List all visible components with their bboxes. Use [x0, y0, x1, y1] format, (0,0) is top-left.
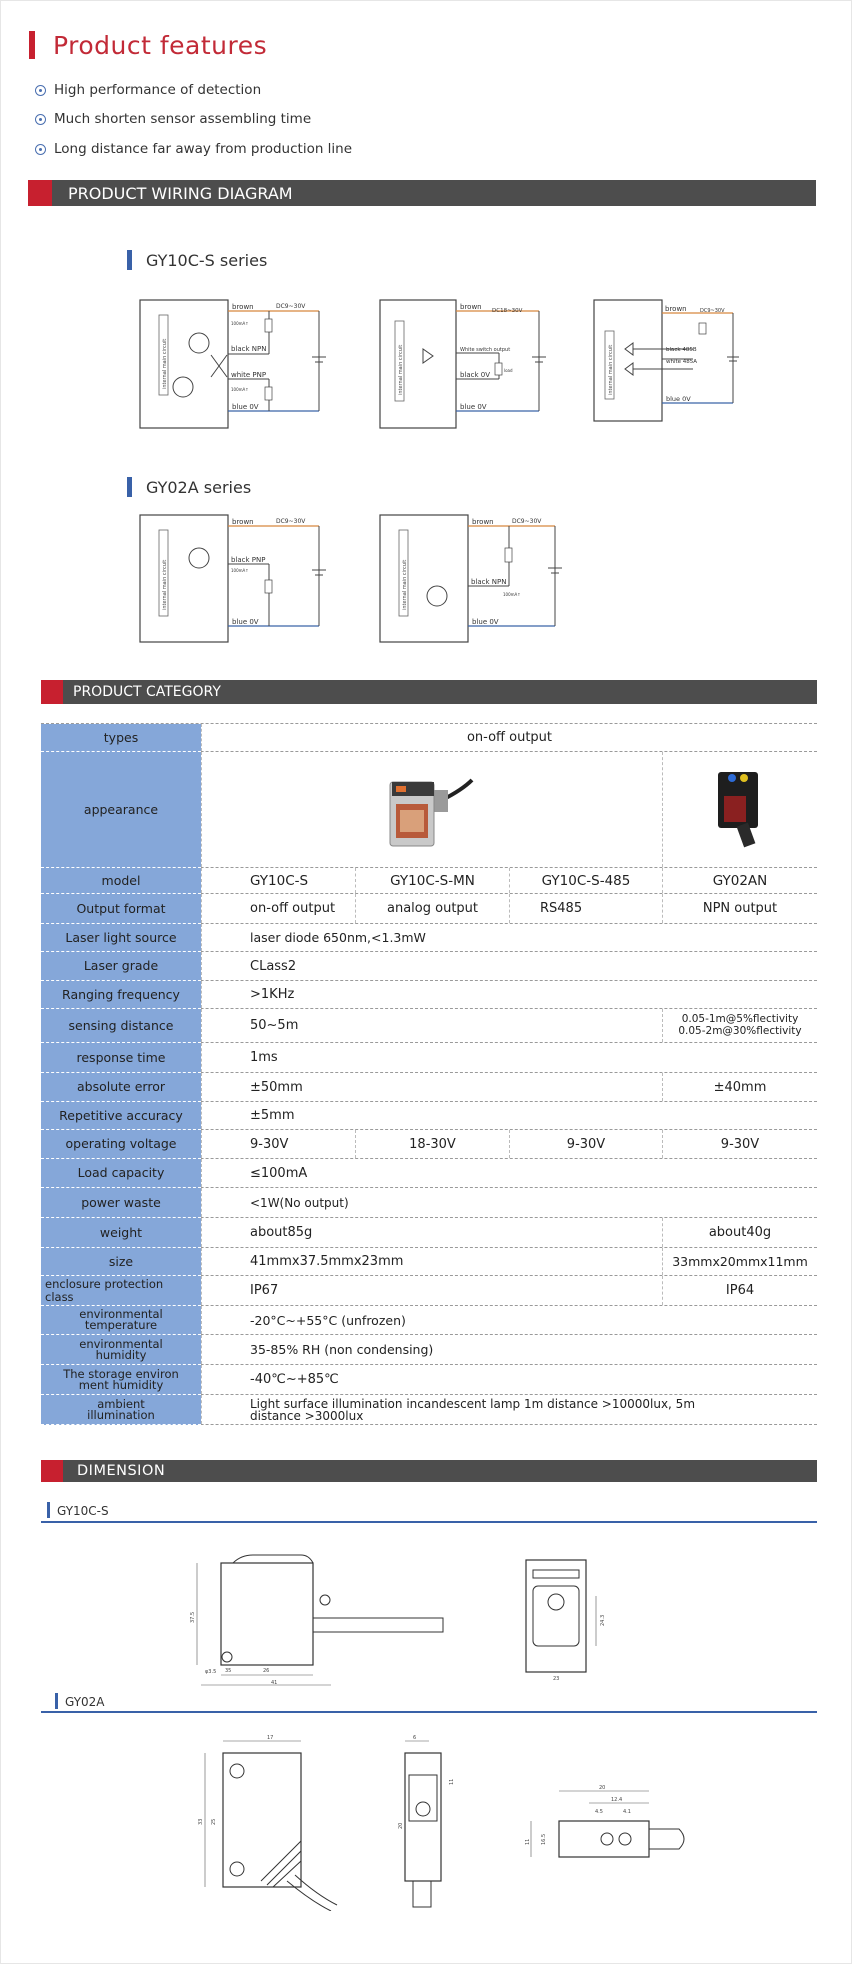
table-row: The storage environ ment humidity -40℃~+85℃ [41, 1365, 817, 1395]
gy10c-s-dimension-label: GY10C-S [57, 1504, 109, 1518]
svg-text:20: 20 [398, 1822, 404, 1829]
table-row: environmental temperature -20°C~+55°C (unfrozen) [41, 1306, 817, 1335]
svg-text:brown: brown [232, 303, 254, 311]
table-row: operating voltage 9-30V 18-30V 9-30V 9-30V [41, 1130, 817, 1159]
svg-text:17: 17 [267, 1735, 274, 1741]
clock-icon [35, 144, 46, 155]
gy02a-dimension-label: GY02A [65, 1695, 105, 1709]
title-accent-bar [29, 31, 35, 59]
svg-text:internal main circuit: internal main circuit [162, 559, 168, 610]
svg-text:internal main circuit: internal main circuit [162, 338, 168, 389]
svg-text:37.5: 37.5 [190, 1611, 196, 1623]
svg-text:blue 0V: blue 0V [666, 395, 691, 403]
table-row: Load capacity ≤100mA [41, 1159, 817, 1188]
gy10c-sensor-picture [382, 760, 482, 860]
wiring-diagram-gy10c-s [139, 299, 339, 431]
table-row: model GY10C-S GY10C-S-MN GY10C-S-485 GY02AN [41, 868, 817, 894]
svg-text:blue 0V: blue 0V [460, 403, 487, 411]
table-row: enclosure protection class IP67 IP64 [41, 1276, 817, 1306]
svg-text:brown: brown [665, 305, 687, 313]
svg-text:DC9~30V: DC9~30V [700, 308, 725, 314]
svg-text:33: 33 [198, 1818, 204, 1825]
svg-text:20: 20 [599, 1785, 606, 1791]
svg-text:35: 35 [225, 1668, 232, 1674]
svg-text:φ3.5: φ3.5 [205, 1669, 217, 1675]
table-row: power waste <1W(No output) [41, 1188, 817, 1218]
svg-text:100mA↑: 100mA↑ [231, 568, 249, 573]
table-row: absolute error ±50mm ±40mm [41, 1073, 817, 1102]
svg-text:blue 0V: blue 0V [232, 403, 259, 411]
table-row: environmental humidity 35-85% RH (non condensing) [41, 1335, 817, 1365]
svg-text:41: 41 [271, 1680, 278, 1686]
svg-text:100mA↑: 100mA↑ [231, 387, 249, 392]
table-row: weight about85g about40g [41, 1218, 817, 1248]
svg-text:internal main circuit: internal main circuit [398, 344, 404, 395]
clock-icon [35, 114, 46, 125]
svg-text:load: load [504, 368, 513, 373]
svg-text:24.3: 24.3 [600, 1614, 606, 1626]
svg-text:11: 11 [525, 1838, 531, 1845]
svg-text:white PNP: white PNP [231, 371, 267, 379]
svg-text:DC9~30V: DC9~30V [512, 518, 542, 525]
svg-text:black 0V: black 0V [460, 371, 491, 379]
svg-text:DC9~30V: DC9~30V [276, 518, 306, 525]
table-row: response time 1ms [41, 1043, 817, 1073]
table-row: types on-off output [41, 723, 817, 752]
table-row: size 41mmx37.5mmx23mm 33mmx20mmx11mm [41, 1248, 817, 1276]
svg-text:blue 0V: blue 0V [472, 618, 499, 626]
svg-text:6: 6 [413, 1735, 417, 1741]
svg-text:internal main circuit: internal main circuit [402, 559, 408, 610]
table-row: Repetitive accuracy ±5mm [41, 1102, 817, 1130]
svg-text:brown: brown [232, 518, 254, 526]
wiring-diagram-gy02a-pnp [139, 514, 329, 644]
feature-item: Much shorten sensor assembling time [35, 111, 311, 127]
svg-text:black NPN: black NPN [471, 578, 507, 586]
svg-text:100mA↑: 100mA↑ [231, 321, 249, 326]
gy02a-front-drawing [393, 1731, 473, 1911]
product-category-header: PRODUCT CATEGORY [41, 680, 817, 704]
table-row: appearance [41, 752, 817, 868]
svg-text:23: 23 [553, 1676, 560, 1682]
svg-text:DC18~30V: DC18~30V [492, 308, 523, 314]
svg-text:internal main circuit: internal main circuit [608, 344, 614, 395]
svg-text:blue 0V: blue 0V [232, 618, 259, 626]
gy10c-series-heading: GY10C-S series [127, 250, 267, 270]
svg-text:100mA↑: 100mA↑ [503, 592, 521, 597]
dimension-header: DIMENSION [41, 1460, 817, 1482]
svg-text:16.5: 16.5 [541, 1833, 547, 1845]
divider [41, 1521, 817, 1523]
svg-text:brown: brown [472, 518, 494, 526]
wiring-diagram-gy02a-npn [379, 514, 563, 644]
svg-text:12.4: 12.4 [611, 1797, 623, 1803]
svg-text:DC9~30V: DC9~30V [276, 303, 306, 310]
product-features-title: Product features [53, 31, 268, 60]
svg-text:11: 11 [449, 1778, 455, 1785]
svg-text:black 485B: black 485B [666, 347, 697, 353]
table-row: ambient illumination Light surface illumination incandescent lamp 1m distance >10000lux, 5m distance >3000lux [41, 1395, 817, 1425]
gy10c-s-side-drawing [181, 1551, 471, 1691]
table-row: sensing distance 50~5m 0.05-1m@5%flectivity 0.05-2m@30%flectivity [41, 1009, 817, 1043]
svg-text:white 485A: white 485A [666, 359, 698, 365]
svg-text:26: 26 [263, 1668, 270, 1674]
table-row: Output format on-off output analog output RS485 NPN output [41, 894, 817, 924]
svg-text:25: 25 [211, 1818, 217, 1825]
table-row: Ranging frequency >1KHz [41, 981, 817, 1009]
feature-item: High performance of detection [35, 82, 261, 98]
gy10c-s-front-drawing [521, 1556, 611, 1686]
svg-text:4.5: 4.5 [595, 1809, 603, 1815]
gy02an-product-image [662, 752, 817, 867]
clock-icon [35, 85, 46, 96]
svg-text:black PNP: black PNP [231, 556, 266, 564]
table-row: Laser grade CLass2 [41, 952, 817, 981]
gy02a-top-drawing [519, 1781, 709, 1881]
svg-text:brown: brown [460, 303, 482, 311]
spec-table [41, 723, 817, 1425]
wiring-diagram-gy10c-s-mn [379, 299, 547, 431]
svg-text:4.1: 4.1 [623, 1809, 631, 1815]
gy10c-product-image [201, 752, 662, 867]
table-row: Laser light source laser diode 650nm,<1.3mW [41, 924, 817, 952]
svg-text:White switch output: White switch output [460, 347, 511, 353]
gy02an-sensor-picture [700, 760, 780, 860]
feature-item: Long distance far away from production line [35, 141, 352, 157]
divider [41, 1711, 817, 1713]
wiring-diagram-gy10c-s-485 [593, 299, 745, 423]
svg-text:black NPN: black NPN [231, 345, 267, 353]
wiring-diagram-header: PRODUCT WIRING DIAGRAM [28, 180, 816, 206]
gy02a-side-drawing [191, 1731, 351, 1911]
gy02a-series-heading: GY02A series [127, 477, 251, 497]
